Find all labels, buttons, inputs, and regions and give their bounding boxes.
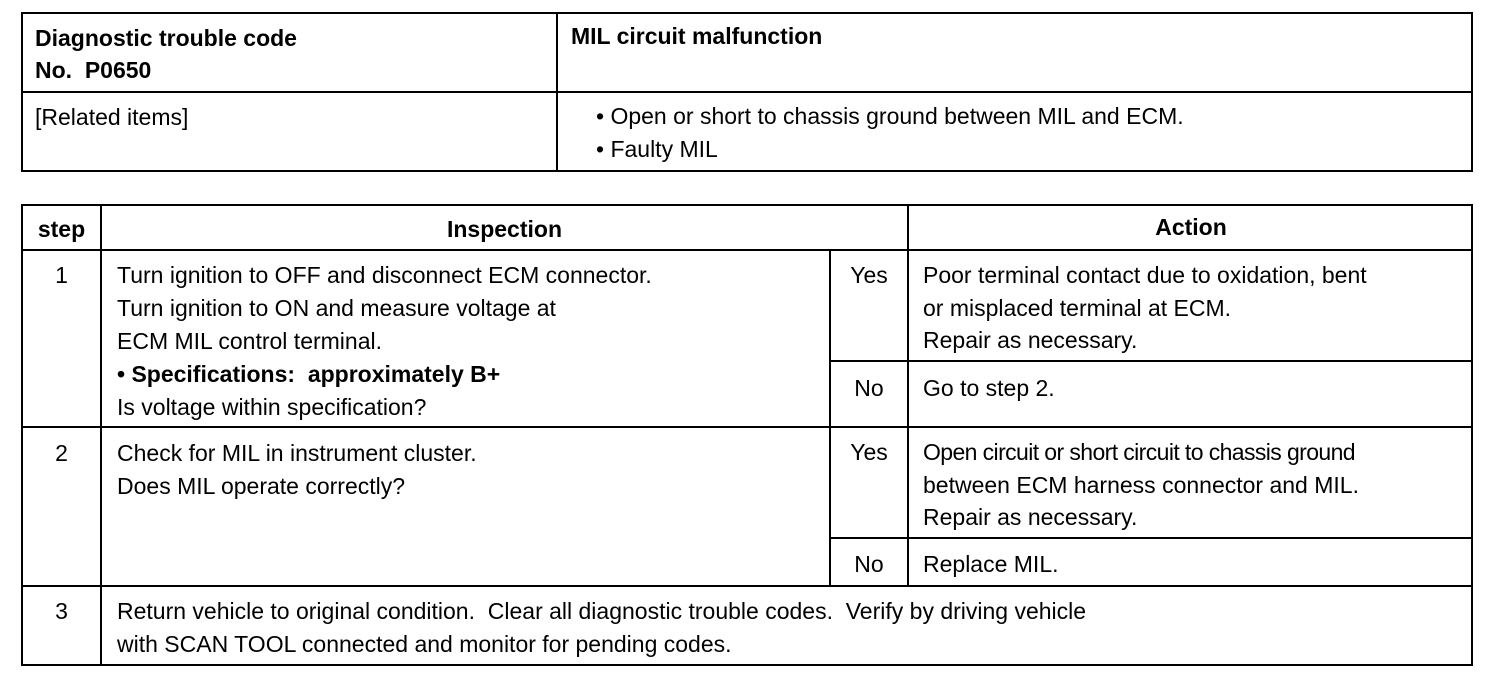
inspection-text: ECM MIL control terminal. <box>117 328 382 354</box>
step2-yes-no-divider <box>829 537 1473 539</box>
dtc-code: No. P0650 <box>35 57 152 83</box>
action-text: Go to step 2. <box>923 375 1055 401</box>
no-label: No <box>854 551 884 577</box>
header-row-bottom <box>21 249 1473 251</box>
no-label: No <box>854 375 884 401</box>
action-text: Open circuit or short circuit to chassis ground <box>923 439 1355 465</box>
column-header-step: step <box>37 216 86 242</box>
step-col-divider <box>100 204 102 666</box>
inspection-text: Turn ignition to ON and measure voltage at <box>117 295 556 321</box>
step-number: 3 <box>55 598 68 624</box>
inspection-text: Return vehicle to original condition. Clear all diagnostic trouble codes. Verify by driving vehicle <box>117 598 1087 624</box>
yes-label: Yes <box>850 439 888 465</box>
header-row-divider <box>21 91 1473 93</box>
action-text: Repair as necessary. <box>923 327 1138 353</box>
action-col-divider <box>907 204 909 586</box>
step1-yes-no-divider <box>829 360 1473 362</box>
yes-label: Yes <box>850 262 888 288</box>
step-number: 1 <box>55 262 68 288</box>
related-item: • Open or short to chassis ground between MIL and ECM. <box>596 103 1184 129</box>
yesno-col-divider <box>829 250 831 586</box>
inspection-text: Does MIL operate correctly? <box>117 473 406 499</box>
column-header-action: Action <box>1155 214 1227 240</box>
inspection-text: Is voltage within specification? <box>117 394 427 420</box>
inspection-text: Check for MIL in instrument cluster. <box>117 440 477 466</box>
inspection-text: with SCAN TOOL connected and monitor for pending codes. <box>117 631 732 657</box>
column-header-inspection: Inspection <box>446 216 562 242</box>
step-number: 2 <box>55 440 68 466</box>
action-text: or misplaced terminal at ECM. <box>923 295 1232 321</box>
action-text: Replace MIL. <box>923 551 1059 577</box>
related-items-label: [Related items] <box>35 104 189 130</box>
inspection-text: Turn ignition to OFF and disconnect ECM connector. <box>117 262 652 288</box>
inspection-specification: • Specifications: approximately B+ <box>117 361 501 387</box>
action-text: Poor terminal contact due to oxidation, bent <box>923 262 1367 288</box>
related-item: • Faulty MIL <box>596 136 718 162</box>
action-text: between ECM harness connector and MIL. <box>923 472 1359 498</box>
dtc-label-line1: Diagnostic trouble code <box>35 25 297 51</box>
step2-bottom <box>21 585 1473 587</box>
dtc-title: MIL circuit malfunction <box>571 23 823 49</box>
action-text: Repair as necessary. <box>923 504 1138 530</box>
step1-bottom <box>21 426 1473 428</box>
